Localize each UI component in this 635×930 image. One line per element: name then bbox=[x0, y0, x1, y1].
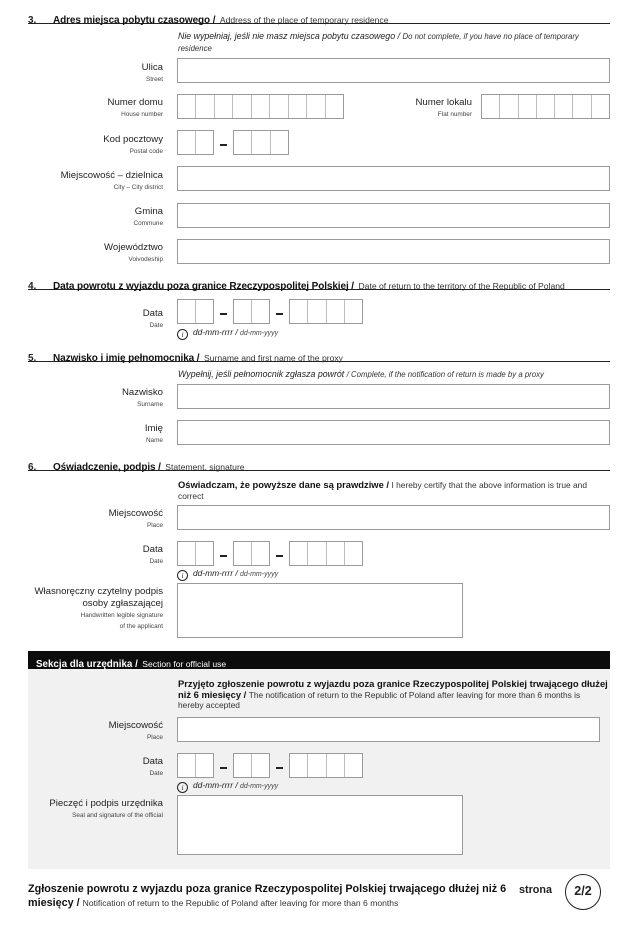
date-format-hint bbox=[177, 780, 278, 793]
year-field[interactable] bbox=[289, 753, 363, 778]
section-title-pl: Nazwisko i imię pełnomocnika / bbox=[53, 353, 200, 364]
label-pl: Data bbox=[142, 544, 163, 555]
footer-title-pl: Zgłoszenie powrotu z wyjazdu poza granice Rzeczypospolitej Polskiej trwającego dłużej niż 6 miesięcy / bbox=[28, 883, 507, 909]
label-en: House number bbox=[121, 111, 163, 118]
official-place-label bbox=[109, 720, 163, 743]
label-pl: Imię bbox=[144, 423, 163, 434]
month-field[interactable] bbox=[233, 753, 270, 778]
format-en: dd-mm-yyyy bbox=[239, 783, 279, 790]
city-label bbox=[61, 170, 163, 193]
format-en: dd-mm-yyyy bbox=[239, 330, 279, 337]
label-en: Date bbox=[149, 558, 163, 565]
acceptance-text bbox=[178, 679, 608, 711]
statement-en: I hereby certify that the above information is true and correct bbox=[178, 480, 587, 501]
label-en: Name bbox=[145, 437, 163, 444]
acceptance-pl: Przyjęto zgłoszenie powrotu z wyjazdu poza granice Rzeczypospolitej Polskiej trwającego dłużej niż 6 miesięcy / bbox=[178, 678, 608, 700]
proxy-surname-label bbox=[122, 387, 163, 410]
label-en: Handwritten legible signature bbox=[80, 612, 163, 619]
month-field[interactable] bbox=[233, 299, 270, 324]
house-number-label bbox=[108, 97, 163, 120]
format-pl: dd-mm-rrrr / bbox=[193, 568, 238, 578]
label-en: Date bbox=[149, 322, 163, 329]
section-title-en: Surname and first name of the proxy bbox=[203, 353, 343, 363]
statement-date-label bbox=[143, 544, 163, 567]
flat-number-field[interactable] bbox=[481, 94, 610, 119]
section-5-header bbox=[28, 348, 610, 362]
dash-separator bbox=[276, 767, 283, 769]
seal-area[interactable] bbox=[177, 795, 463, 855]
section-title-en: Date of return to the territory of the Republic of Poland bbox=[358, 281, 565, 291]
section-title-pl: Sekcja dla urzędnika / bbox=[36, 659, 138, 670]
label-pl: Data bbox=[142, 756, 163, 767]
label-pl: Numer domu bbox=[107, 97, 163, 108]
label-pl: Ulica bbox=[141, 62, 163, 73]
month-field[interactable] bbox=[233, 541, 270, 566]
section-3-header bbox=[28, 10, 610, 24]
day-field[interactable] bbox=[177, 753, 214, 778]
footer-title-en: Notification of return to the Republic of Poland after leaving for more than 6 months bbox=[82, 898, 399, 908]
dash-separator bbox=[220, 144, 227, 146]
acceptance-en: The notification of return to the Republic of Poland after leaving for more than 6 months is hereby accepted bbox=[178, 689, 581, 710]
note-en: / Complete, if the notification of return is made by a proxy bbox=[346, 370, 544, 379]
label-en: Place bbox=[147, 734, 163, 741]
label-pl: Pieczęć i podpis urzędnika bbox=[49, 798, 163, 809]
label-en: Street bbox=[145, 76, 163, 83]
label-en: Voivodeship bbox=[128, 256, 163, 263]
statement-pl: Oświadczam, że powyższe dane są prawdziwe / bbox=[178, 479, 390, 490]
format-pl: dd-mm-rrrr / bbox=[193, 327, 238, 337]
label-pl: Województwo bbox=[103, 242, 163, 253]
section-title-pl: Adres miejsca pobytu czasowego / bbox=[53, 15, 216, 26]
voivodeship-field[interactable] bbox=[177, 239, 610, 264]
section-title-en: Address of the place of temporary residence bbox=[219, 15, 389, 25]
postal-code-part1[interactable] bbox=[177, 130, 214, 155]
section-title-en: Section for official use bbox=[142, 659, 227, 669]
label-pl: Nazwisko bbox=[121, 387, 163, 398]
date-format-hint bbox=[177, 568, 278, 581]
year-field[interactable] bbox=[289, 541, 363, 566]
info-icon: i bbox=[177, 570, 188, 581]
voivodeship-label bbox=[104, 242, 163, 265]
section-title-en: Statement, signature bbox=[165, 462, 245, 472]
page-label: strona bbox=[519, 884, 552, 896]
place-field[interactable] bbox=[177, 505, 610, 530]
note-pl: Wypełnij, jeśli pełnomocnik zgłasza powrót bbox=[178, 369, 345, 379]
signature-label bbox=[34, 586, 163, 632]
section-title-pl: Data powrotu z wyjazdu poza granice Rzeczypospolitej Polskiej / bbox=[53, 281, 354, 292]
place-label bbox=[109, 508, 163, 531]
section-number: 6. bbox=[28, 462, 37, 473]
day-field[interactable] bbox=[177, 541, 214, 566]
section-number: 5. bbox=[28, 353, 37, 364]
dash-separator bbox=[276, 313, 283, 315]
day-field[interactable] bbox=[177, 299, 214, 324]
dash-separator bbox=[220, 313, 227, 315]
note-pl: Nie wypełniaj, jeśli nie masz miejsca pobytu czasowego / bbox=[178, 31, 400, 41]
commune-field[interactable] bbox=[177, 203, 610, 228]
year-field[interactable] bbox=[289, 299, 363, 324]
proxy-surname-field[interactable] bbox=[177, 384, 610, 409]
date-format-hint bbox=[177, 327, 278, 340]
label-pl: Data bbox=[142, 308, 163, 319]
label-en: City – City district bbox=[113, 184, 163, 191]
label-pl: Miejscowość – dzielnica bbox=[60, 170, 163, 181]
label-pl: Gmina bbox=[134, 206, 163, 217]
official-place-field[interactable] bbox=[177, 717, 600, 742]
footer-title bbox=[28, 882, 508, 910]
section-number: 3. bbox=[28, 15, 37, 26]
label-pl: osoby zgłaszającej bbox=[82, 598, 163, 609]
format-en: dd-mm-yyyy bbox=[239, 571, 279, 578]
label-pl: Numer lokalu bbox=[415, 97, 472, 108]
signature-area[interactable] bbox=[177, 583, 463, 638]
proxy-name-field[interactable] bbox=[177, 420, 610, 445]
label-en: of the applicant bbox=[119, 623, 163, 630]
return-date-label bbox=[143, 308, 163, 331]
seal-label bbox=[49, 798, 163, 821]
house-number-field[interactable] bbox=[177, 94, 344, 119]
label-en: Commune bbox=[133, 220, 163, 227]
dash-separator bbox=[276, 555, 283, 557]
label-en: Postal code bbox=[129, 148, 163, 155]
commune-label bbox=[134, 206, 163, 229]
dash-separator bbox=[220, 767, 227, 769]
postal-code-label bbox=[103, 134, 163, 157]
official-section-header bbox=[28, 651, 610, 669]
section-number: 4. bbox=[28, 281, 37, 292]
info-icon: i bbox=[177, 329, 188, 340]
flat-number-label bbox=[415, 97, 472, 120]
label-pl: Własnoręczny czytelny podpis bbox=[34, 586, 163, 597]
section-title-pl: Oświadczenie, podpis / bbox=[53, 462, 161, 473]
section-6-header bbox=[28, 457, 610, 471]
street-label bbox=[142, 62, 163, 85]
proxy-name-label bbox=[145, 423, 163, 446]
label-en: Surname bbox=[137, 401, 163, 408]
label-en: Date bbox=[149, 770, 163, 777]
section-3-note bbox=[178, 31, 608, 54]
label-en: Place bbox=[147, 522, 163, 529]
section-5-note bbox=[178, 369, 608, 381]
dash-separator bbox=[220, 555, 227, 557]
city-field[interactable] bbox=[177, 166, 610, 191]
format-pl: dd-mm-rrrr / bbox=[193, 780, 238, 790]
street-field[interactable] bbox=[177, 58, 610, 83]
section-4-header bbox=[28, 276, 610, 290]
official-date-label bbox=[143, 756, 163, 779]
statement-text bbox=[178, 480, 608, 501]
page-number-badge: 2/2 bbox=[565, 874, 601, 910]
note-en: Do not complete, if you have no place of temporary residence bbox=[178, 32, 579, 53]
info-icon: i bbox=[177, 782, 188, 793]
label-en: Flat number bbox=[437, 111, 472, 118]
label-pl: Miejscowość bbox=[108, 508, 163, 519]
label-en: Seal and signature of the official bbox=[72, 812, 163, 819]
label-pl: Kod pocztowy bbox=[103, 134, 163, 145]
postal-code-part2[interactable] bbox=[233, 130, 289, 155]
label-pl: Miejscowość bbox=[108, 720, 163, 731]
